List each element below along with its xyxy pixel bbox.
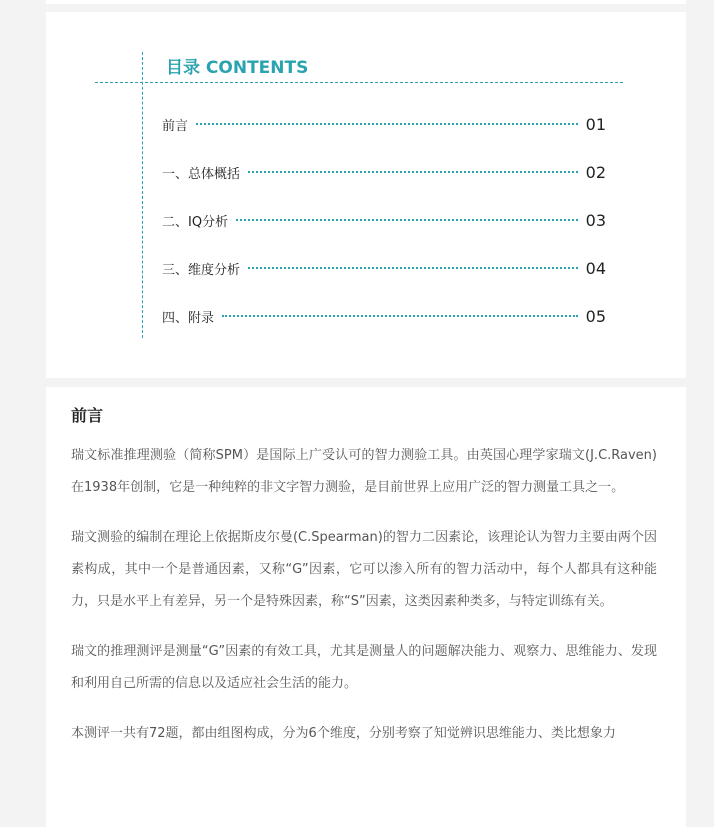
toc-item-overview[interactable] — [162, 160, 606, 184]
toc-item-label: 二、IQ分析 — [162, 214, 229, 230]
preface-title: 前言 — [71, 406, 104, 425]
toc-dot-leader — [222, 315, 578, 317]
toc-item-label: 三、维度分析 — [162, 262, 241, 278]
toc-dot-leader — [236, 219, 578, 221]
preface-body — [71, 440, 657, 768]
toc-item-number: 04 — [585, 258, 606, 278]
toc-item-label: 一、总体概括 — [162, 166, 241, 182]
preface-card — [46, 387, 686, 827]
toc-card — [46, 12, 686, 378]
toc-title: 目录 CONTENTS — [166, 58, 309, 78]
preface-paragraph: 瑞文测验的编制在理论上依据斯皮尔曼(C.Spearman)的智力二因素论，该理论认为智力主要由两个因素构成，其中一个是普通因素，又称“G”因素，它可以渗入所有的智力活动中，每个人都具有这种能力，只是水平上有差异，另一个是特殊因素，称“S”因素，这类因素种类多，与特定训练有关。 — [71, 530, 657, 609]
toc-item-number: 03 — [585, 210, 606, 230]
toc-item-number: 02 — [585, 162, 606, 182]
toc-vertical-divider — [142, 52, 143, 338]
toc-item-label: 前言 — [162, 118, 189, 134]
previous-card — [46, 0, 686, 4]
toc-item-number: 01 — [585, 114, 606, 134]
toc-item-number: 05 — [585, 306, 606, 326]
toc-dot-leader — [248, 267, 578, 269]
toc-dot-leader — [196, 123, 578, 125]
toc-dot-leader — [248, 171, 578, 173]
preface-paragraph: 瑞文的推理测评是测量“G”因素的有效工具，尤其是测量人的问题解决能力、观察力、思维能力、发现和利用自己所需的信息以及适应社会生活的能力。 — [71, 644, 657, 691]
toc-item-iq-analysis[interactable] — [162, 208, 606, 232]
toc-item-preface[interactable] — [162, 112, 606, 136]
toc-item-appendix[interactable] — [162, 304, 606, 328]
toc-item-label: 四、附录 — [162, 310, 215, 326]
preface-paragraph: 本测评一共有72题，都由组图构成，分为6个维度，分别考察了知觉辨识思维能力、类比想象力 — [71, 726, 616, 741]
toc-horizontal-divider — [95, 82, 623, 83]
toc-item-dimension-analysis[interactable] — [162, 256, 606, 280]
preface-paragraph: 瑞文标准推理测验（简称SPM）是国际上广受认可的智力测验工具。由英国心理学家瑞文(J.C.Raven)在1938年创制，它是一种纯粹的非文字智力测验，是目前世界上应用广泛的智力测量工具之一。 — [71, 448, 657, 495]
